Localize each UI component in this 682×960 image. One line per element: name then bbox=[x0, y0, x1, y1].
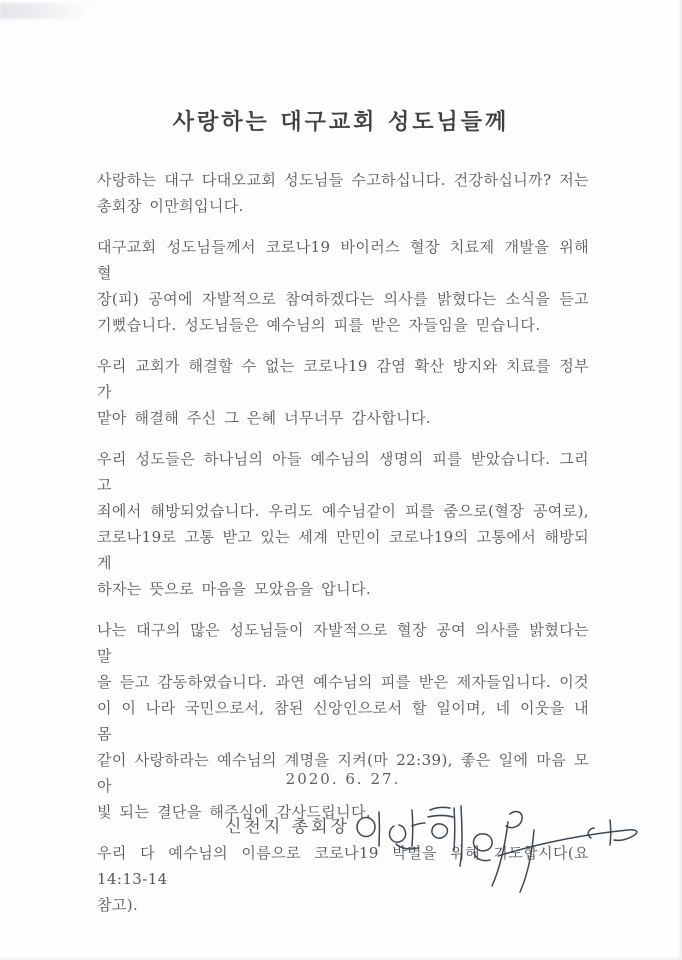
scan-artifact-right-edge bbox=[678, 0, 682, 960]
letter-line: 우리 다 예수님의 이름으로 코로나19 박멸을 위해 기도합시다(요 14:13-14 bbox=[97, 844, 589, 888]
paragraph-government-thanks bbox=[97, 353, 589, 431]
letter-line: 우리 성도들은 하나님의 아들 예수님의 생명의 피를 받았습니다. 그리고 bbox=[97, 450, 589, 494]
paragraph-blood-of-jesus bbox=[97, 446, 589, 602]
letter-line: 하자는 뜻으로 마음을 모았음을 압니다. bbox=[97, 580, 372, 598]
handwritten-signature bbox=[338, 786, 660, 906]
letter-line: 맡아 해결해 주신 그 은혜 너무너무 감사합니다. bbox=[97, 409, 432, 427]
letter-date: 2020. 6. 27. bbox=[285, 770, 401, 788]
letter-line: 이 이 나라 국민으로서, 참된 신앙인으로서 할 일이며, 네 이웃을 내 몸 bbox=[97, 699, 589, 743]
signer-name bbox=[0, 0, 1, 1]
letter-line: 을 듣고 감동하였습니다. 과연 예수님의 피를 받은 제자들입니다. 이것 bbox=[97, 673, 589, 691]
letter-line: 우리 교회가 해결할 수 없는 코로나19 감염 확산 방지와 치료를 정부가 bbox=[97, 357, 589, 401]
letter-line: 같이 사랑하라는 예수님의 계명을 지켜(마 22:39), 좋은 일에 마음 모아 bbox=[97, 751, 589, 795]
letter-line: 나는 대구의 많은 성도님들이 자발적으로 혈장 공여 의사를 밝혔다는 말 bbox=[97, 621, 589, 665]
letter-line: 장(피) 공여에 자발적으로 참여하겠다는 의사를 밝혔다는 소식을 듣고 bbox=[97, 290, 589, 308]
letter-title: 사랑하는 대구교회 성도님들께 bbox=[172, 109, 510, 135]
letter-line: 죄에서 해방되었습니다. 우리도 예수님같이 피를 줌으로(혈장 공여로), bbox=[97, 502, 589, 520]
paragraph-plasma-news bbox=[97, 234, 589, 338]
letter-line: 사랑하는 대구 다대오교회 성도님들 수고하십니다. 건강하십니까? 저는 bbox=[97, 171, 589, 189]
letter-line: 코로나19로 고통 받고 있는 세계 만민이 코로나19의 고통에서 해방되게 bbox=[97, 528, 589, 572]
letter-line: 대구교회 성도님들께서 코로나19 바이러스 혈장 치료제 개발을 위해 혈 bbox=[97, 238, 589, 282]
scan-artifact-smudge bbox=[0, 3, 110, 19]
letter-line: 총회장 이만희입니다. bbox=[97, 197, 244, 215]
paragraph-greeting bbox=[97, 167, 589, 219]
letter-line: 기뻤습니다. 성도님들은 예수님의 피를 받은 자들임을 믿습니다. bbox=[97, 316, 541, 334]
signer-title: 신천지 총회장 bbox=[225, 817, 350, 837]
letter-line: 빛 되는 결단을 해주심에 감사드립니다. bbox=[97, 803, 372, 821]
letter-line: 참고). bbox=[97, 896, 139, 914]
